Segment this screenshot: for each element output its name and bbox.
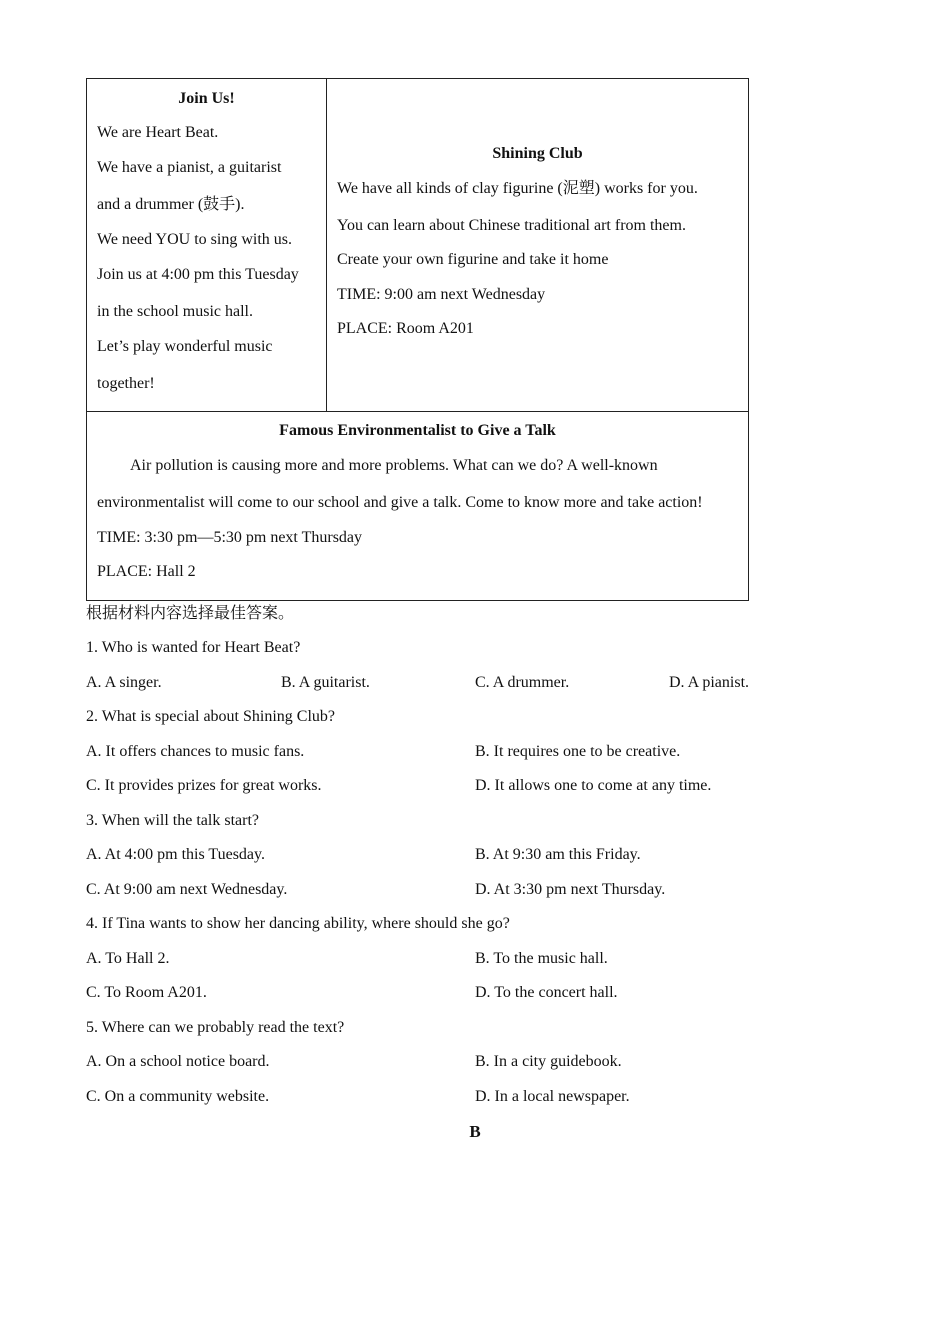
question-stem: 4. If Tina wants to show her dancing ability, where should she go? bbox=[86, 915, 510, 932]
option-b: B. A guitarist. bbox=[281, 674, 370, 691]
option-d: D. To the concert hall. bbox=[475, 984, 618, 1001]
heart-beat-notice bbox=[87, 79, 327, 411]
option-a: A. On a school notice board. bbox=[86, 1053, 270, 1070]
heart-beat-line: We need YOU to sing with us. bbox=[97, 231, 292, 248]
question-stem: 3. When will the talk start? bbox=[86, 812, 259, 829]
talk-line: PLACE: Hall 2 bbox=[97, 563, 196, 580]
notice-table bbox=[86, 78, 749, 601]
heart-beat-line: in the school music hall. bbox=[97, 303, 253, 320]
question-stem: 2. What is special about Shining Club? bbox=[86, 708, 336, 725]
heart-beat-title: Join Us! bbox=[178, 90, 235, 107]
option-c: C. A drummer. bbox=[475, 674, 570, 691]
talk-line: environmentalist will come to our school and give a talk. Come to know more and take action! bbox=[97, 494, 703, 511]
talk-line: TIME: 3:30 pm—5:30 pm next Thursday bbox=[97, 529, 363, 546]
option-d: D. In a local newspaper. bbox=[475, 1088, 630, 1105]
question-stem: 1. Who is wanted for Heart Beat? bbox=[86, 639, 301, 656]
option-b: B. At 9:30 am this Friday. bbox=[475, 846, 641, 863]
heart-beat-line: and a drummer (鼓手). bbox=[97, 196, 245, 213]
option-a: A. It offers chances to music fans. bbox=[86, 743, 305, 760]
option-d: D. It allows one to come at any time. bbox=[475, 777, 712, 794]
option-c: C. It provides prizes for great works. bbox=[86, 777, 322, 794]
option-d: D. At 3:30 pm next Thursday. bbox=[475, 881, 666, 898]
shining-club-title: Shining Club bbox=[492, 145, 583, 162]
option-b: B. It requires one to be creative. bbox=[475, 743, 681, 760]
question-stem: 5. Where can we probably read the text? bbox=[86, 1019, 345, 1036]
talk-notice bbox=[87, 412, 748, 600]
option-c: C. At 9:00 am next Wednesday. bbox=[86, 881, 288, 898]
heart-beat-line: We have a pianist, a guitarist bbox=[97, 159, 282, 176]
shining-club-line: TIME: 9:00 am next Wednesday bbox=[337, 286, 546, 303]
notice-row-top bbox=[87, 79, 748, 412]
option-c: C. On a community website. bbox=[86, 1088, 270, 1105]
talk-title: Famous Environmentalist to Give a Talk bbox=[279, 422, 556, 439]
option-b: B. To the music hall. bbox=[475, 950, 608, 967]
shining-club-line: Create your own figurine and take it home bbox=[337, 251, 609, 268]
instruction: 根据材料内容选择最佳答案。 bbox=[86, 605, 295, 622]
option-b: B. In a city guidebook. bbox=[475, 1053, 622, 1070]
shining-club-line: You can learn about Chinese traditional art from them. bbox=[337, 217, 686, 234]
heart-beat-line: Let’s play wonderful music bbox=[97, 338, 273, 355]
option-d: D. A pianist. bbox=[669, 674, 750, 691]
shining-club-line: PLACE: Room A201 bbox=[337, 320, 474, 337]
shining-club-notice bbox=[327, 79, 748, 411]
heart-beat-line: We are Heart Beat. bbox=[97, 124, 219, 141]
option-a: A. A singer. bbox=[86, 674, 162, 691]
talk-line: Air pollution is causing more and more problems. What can we do? A well-known bbox=[130, 457, 658, 474]
option-c: C. To Room A201. bbox=[86, 984, 207, 1001]
option-a: A. At 4:00 pm this Tuesday. bbox=[86, 846, 265, 863]
section-heading-b: B bbox=[469, 1122, 481, 1141]
shining-club-line: We have all kinds of clay figurine (泥塑) works for you. bbox=[337, 180, 698, 197]
heart-beat-line: together! bbox=[97, 375, 155, 392]
heart-beat-line: Join us at 4:00 pm this Tuesday bbox=[97, 266, 299, 283]
option-a: A. To Hall 2. bbox=[86, 950, 170, 967]
